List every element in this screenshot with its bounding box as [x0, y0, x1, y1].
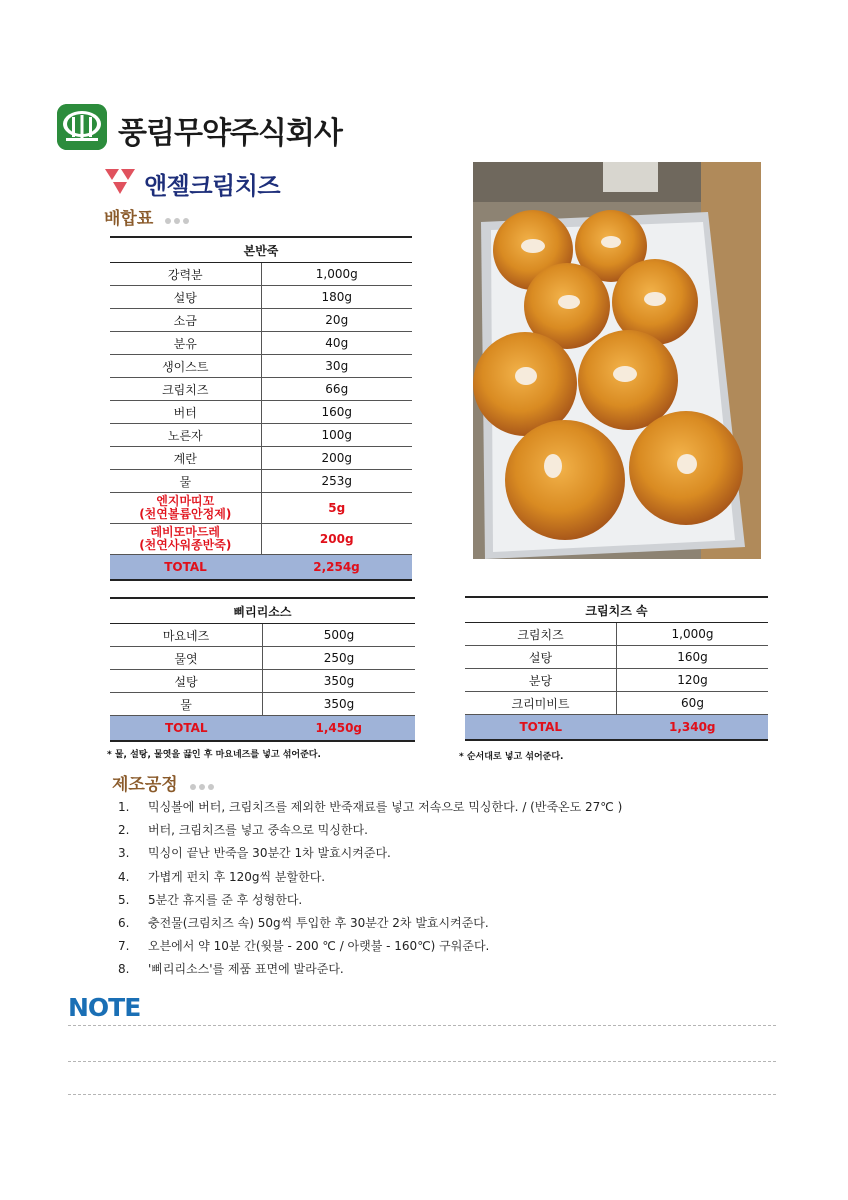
step-text: 믹싱볼에 버터, 크림치즈를 제외한 반죽재료를 넣고 저속으로 믹싱한다. / (반죽온도 27℃ ) [148, 800, 623, 814]
filling-amount: 120g [617, 669, 769, 692]
step-text: 버터, 크림치즈를 넣고 중속으로 믹싱한다. [148, 823, 368, 838]
filling-ingredient: 분당 [465, 669, 617, 692]
product-title: 앤젤크림치즈 [144, 172, 281, 200]
process-steps [118, 800, 622, 986]
note-line [68, 1094, 776, 1095]
table-row-highlight [110, 524, 412, 555]
table-row [110, 263, 412, 286]
step-number: 1. [118, 800, 130, 814]
note-line [68, 1061, 776, 1062]
filling-amount: 1,000g [617, 623, 769, 646]
dough-table-title: 본반죽 [110, 237, 412, 263]
filling-table-title: 크림치즈 속 [465, 597, 768, 623]
sauce-amount: 350g [263, 670, 416, 693]
company-logo [57, 104, 107, 150]
dough-amount: 200g [261, 447, 412, 470]
dots-decoration [190, 775, 217, 795]
step-text: 5분간 휴지를 준 후 성형한다. [148, 892, 303, 907]
sauce-ingredient: 설탕 [110, 670, 263, 693]
dough-total-value: 2,254g [261, 555, 412, 581]
table-row [110, 309, 412, 332]
dough-ingredient: 물 [110, 470, 261, 493]
dough-ingredient: 강력분 [110, 263, 261, 286]
dough-amount: 180g [261, 286, 412, 309]
filling-table [465, 596, 768, 741]
sauce-ingredient: 물엿 [110, 647, 263, 670]
filling-amount: 60g [617, 692, 769, 715]
table-row [110, 447, 412, 470]
filling-total-label: TOTAL [465, 715, 617, 741]
sauce-table-title: 삐리리소스 [110, 598, 415, 624]
list-item [118, 870, 622, 893]
step-text: 믹싱이 끝난 반죽을 30분간 1차 발효시켜준다. [148, 846, 391, 861]
note-line [68, 1025, 776, 1026]
sauce-ingredient: 마요네즈 [110, 624, 263, 647]
table-row [110, 647, 415, 670]
step-number: 2. [118, 823, 130, 838]
step-number: 3. [118, 846, 130, 861]
table-row [110, 286, 412, 309]
dough-ingredient: 크림치즈 [110, 378, 261, 401]
sauce-total-value: 1,450g [263, 716, 416, 742]
step-number: 8. [118, 962, 130, 977]
table-row [110, 401, 412, 424]
sauce-ingredient: 물 [110, 693, 263, 716]
dough-amount: 200g [261, 524, 412, 555]
list-item [118, 823, 622, 846]
table-row [110, 332, 412, 355]
note-title: NOTE [68, 993, 141, 1022]
table-row [110, 470, 412, 493]
table-row [110, 624, 415, 647]
dough-ingredient [110, 493, 261, 524]
step-number: 5. [118, 892, 130, 907]
total-row [465, 715, 768, 741]
filling-amount: 160g [617, 646, 769, 669]
sauce-amount: 500g [263, 624, 416, 647]
sauce-total-label: TOTAL [110, 716, 263, 742]
dough-ingredient: 버터 [110, 401, 261, 424]
triangle-mark-icon [104, 167, 136, 199]
table-row [465, 669, 768, 692]
list-item [118, 800, 622, 823]
dough-amount: 40g [261, 332, 412, 355]
ingredient-subtitle: (천연볼륨안정제) [139, 507, 232, 521]
dough-ingredient: 분유 [110, 332, 261, 355]
list-item [118, 962, 622, 985]
table-row [110, 670, 415, 693]
dough-amount: 5g [261, 493, 412, 524]
product-photo [473, 162, 761, 559]
total-row [110, 555, 412, 581]
step-number: 7. [118, 939, 130, 954]
process-label [112, 770, 217, 795]
process-label-text: 제조공정 [112, 775, 178, 795]
bagel-photo-image [473, 162, 761, 559]
dough-table [110, 236, 412, 581]
dough-amount: 160g [261, 401, 412, 424]
table-row [110, 378, 412, 401]
dough-amount: 30g [261, 355, 412, 378]
dough-amount: 20g [261, 309, 412, 332]
step-number: 4. [118, 869, 130, 884]
tree-logo-icon [57, 104, 107, 150]
ingredient-name: 엔지마띠꼬 [156, 494, 215, 508]
list-item [118, 916, 622, 939]
dough-amount: 1,000g [261, 263, 412, 286]
table-row [110, 693, 415, 716]
table-row [110, 424, 412, 447]
table-row-highlight [110, 493, 412, 524]
sauce-amount: 350g [263, 693, 416, 716]
table-row [465, 692, 768, 715]
table-row [465, 646, 768, 669]
step-text: 오븐에서 약 10분 간(윗불 - 200 ℃ / 아랫불 - 160℃) 구워준다. [148, 939, 490, 954]
dough-ingredient: 소금 [110, 309, 261, 332]
dough-ingredient [110, 524, 261, 555]
list-item [118, 846, 622, 869]
dough-amount: 253g [261, 470, 412, 493]
step-text: 충전물(크림치즈 속) 50g씩 투입한 후 30분간 2차 발효시켜준다. [148, 915, 489, 930]
sauce-note: * 물, 설탕, 물엿을 끓인 후 마요네즈를 넣고 섞어준다. [107, 750, 321, 760]
company-name: 풍림무약주식회사 [118, 116, 342, 151]
sauce-table [110, 597, 415, 742]
table-row [110, 355, 412, 378]
filling-ingredient: 크림치즈 [465, 623, 617, 646]
list-item [118, 893, 622, 916]
formula-label [104, 204, 192, 229]
dough-amount: 100g [261, 424, 412, 447]
sauce-amount: 250g [263, 647, 416, 670]
dough-total-label: TOTAL [110, 555, 261, 581]
total-row [110, 716, 415, 742]
step-text: 가볍게 펀치 후 120g씩 분할한다. [148, 869, 326, 884]
formula-label-text: 배합표 [104, 209, 154, 229]
dough-ingredient: 노른자 [110, 424, 261, 447]
list-item [118, 939, 622, 962]
step-text: '삐리리소스'를 제품 표면에 발라준다. [148, 962, 344, 977]
dough-ingredient: 계란 [110, 447, 261, 470]
dough-amount: 66g [261, 378, 412, 401]
filling-note: * 순서대로 넣고 섞어준다. [459, 752, 564, 762]
ingredient-name: 레비또마드레 [150, 525, 221, 539]
ingredient-subtitle: (천연사워종반죽) [139, 538, 232, 552]
dough-ingredient: 생이스트 [110, 355, 261, 378]
filling-ingredient: 설탕 [465, 646, 617, 669]
dough-ingredient: 설탕 [110, 286, 261, 309]
filling-ingredient: 크리미비트 [465, 692, 617, 715]
filling-total-value: 1,340g [617, 715, 769, 741]
dots-decoration [165, 209, 192, 229]
step-number: 6. [118, 915, 130, 930]
table-row [465, 623, 768, 646]
